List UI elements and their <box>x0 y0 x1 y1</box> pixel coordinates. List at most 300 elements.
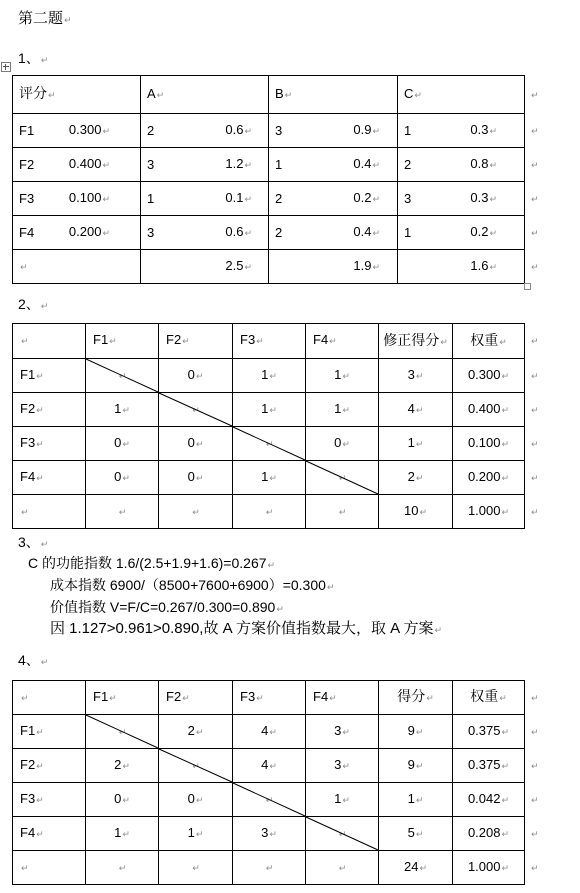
row-end-mark <box>525 495 545 529</box>
table-move-handle-icon[interactable] <box>1 62 11 72</box>
total-cell <box>379 851 453 885</box>
cell-value: 0.200 ↵ <box>468 469 509 484</box>
cell-value: 2 ↵ <box>114 757 130 772</box>
header-label: 权重 ↵ <box>470 332 507 348</box>
paragraph-mark <box>530 757 539 772</box>
totals-row <box>13 851 545 885</box>
cell-value: 1 ↵ <box>408 435 424 450</box>
header-cell <box>159 681 233 715</box>
cell-value: F3 ↵ <box>20 791 44 806</box>
paragraph-mark <box>530 258 539 273</box>
paragraph-mark <box>530 689 539 704</box>
header-row <box>13 324 545 359</box>
header-cell <box>453 324 525 359</box>
cell-content <box>141 258 268 276</box>
value-index-line <box>50 598 284 619</box>
weighted-score: 0.3 ↵ <box>470 190 497 208</box>
section-number-3 <box>18 533 48 554</box>
score-cell-c <box>398 148 525 182</box>
paragraph-mark <box>265 791 274 806</box>
factor-cell <box>13 182 141 216</box>
cell-value: 0 ↵ <box>114 435 130 450</box>
factor-cell <box>13 216 141 250</box>
header-cell <box>306 681 379 715</box>
header-label: F2 ↵ <box>166 689 190 704</box>
paragraph-mark <box>530 723 539 738</box>
cell-content <box>13 122 140 140</box>
cell-content <box>141 224 268 242</box>
cell-content <box>398 258 524 276</box>
cell-content <box>13 190 140 208</box>
section-number-2-text: 2、 ↵ <box>18 296 48 312</box>
score-value: 1 <box>275 156 283 172</box>
diagonal-cell <box>159 749 233 783</box>
header-label: F2 ↵ <box>166 332 190 347</box>
table-row <box>13 461 545 495</box>
comparison-cell <box>233 461 306 495</box>
header-cell <box>86 324 159 359</box>
row-end-mark <box>525 359 545 393</box>
comparison-cell <box>86 393 159 427</box>
total-value: 10 ↵ <box>404 503 427 518</box>
header-cell <box>13 76 141 114</box>
row-end-mark <box>525 216 545 250</box>
comparison-cell <box>86 817 159 851</box>
header-label: F1 ↵ <box>93 689 117 704</box>
weight-cell <box>453 461 525 495</box>
comparison-cell <box>159 817 233 851</box>
total-cell <box>453 851 525 885</box>
cell-content <box>269 224 397 242</box>
score-cell-a <box>141 216 269 250</box>
paragraph-mark <box>191 503 200 518</box>
comparison-cell <box>86 783 159 817</box>
paragraph-mark <box>118 723 127 738</box>
cell-content <box>269 156 397 174</box>
diagonal-cell <box>159 393 233 427</box>
score-cell <box>379 427 453 461</box>
cell-value: 1 ↵ <box>408 791 424 806</box>
header-label: 修正得分 ↵ <box>383 332 448 348</box>
factor-cell <box>13 114 141 148</box>
header-cell <box>233 324 306 359</box>
factor-label: F4 <box>19 224 35 240</box>
score-cell-a <box>141 182 269 216</box>
paragraph-mark <box>530 156 539 171</box>
cell-value: 0.100 ↵ <box>468 435 509 450</box>
cell-value: 0.208 ↵ <box>468 825 509 840</box>
factor-weight: 0.300 ↵ <box>69 122 110 140</box>
table-resize-handle-icon[interactable] <box>524 283 531 290</box>
table-row <box>13 817 545 851</box>
diagonal-cell <box>86 359 159 393</box>
total-value: 1.9 ↵ <box>353 258 380 276</box>
header-label: F4 ↵ <box>313 689 337 704</box>
header-cell <box>398 76 525 114</box>
cell-value: 0.375 ↵ <box>468 757 509 772</box>
cell-value: 0 ↵ <box>188 791 204 806</box>
weight-cell <box>453 427 525 461</box>
conclusion-line <box>50 620 442 640</box>
row-end-mark <box>525 681 545 715</box>
cell-value: 3 ↵ <box>408 367 424 382</box>
score-value: 2 <box>404 156 412 172</box>
cell-content <box>398 156 524 174</box>
section-number-4 <box>18 651 48 672</box>
total-cell <box>453 495 525 529</box>
section-number-1 <box>18 49 48 70</box>
cell-value: 1 ↵ <box>334 367 350 382</box>
cell-value: 1 ↵ <box>114 401 130 416</box>
comparison-cell <box>159 783 233 817</box>
header-cell <box>141 76 269 114</box>
evaluation-score-table <box>12 75 545 284</box>
score-cell <box>379 783 453 817</box>
table-row <box>13 749 545 783</box>
cell-value: 1 ↵ <box>261 367 277 382</box>
paragraph-mark <box>338 859 347 874</box>
totals-label-cell <box>13 495 86 529</box>
paragraph-mark <box>530 190 539 205</box>
table-row <box>13 114 545 148</box>
factor-weight: 0.200 ↵ <box>69 224 110 242</box>
total-cell <box>233 495 306 529</box>
paragraph-mark <box>530 224 539 239</box>
total-cell <box>398 250 525 284</box>
total-value: 1.000 ↵ <box>468 859 509 874</box>
row-end-mark <box>525 148 545 182</box>
weighted-score: 0.3 ↵ <box>470 122 497 140</box>
weighted-score: 1.2 ↵ <box>225 156 252 174</box>
table-row <box>13 182 545 216</box>
cell-value: 4 ↵ <box>261 723 277 738</box>
score-value: 1 <box>404 224 412 240</box>
factor-cell <box>13 359 86 393</box>
weighted-score: 0.4 ↵ <box>353 156 380 174</box>
score-cell-b <box>269 182 398 216</box>
cell-value: F4 ↵ <box>20 469 44 484</box>
total-cell <box>86 851 159 885</box>
cell-content <box>398 224 524 242</box>
paragraph-mark <box>530 122 539 137</box>
paragraph-mark <box>530 367 539 382</box>
function-index-line <box>28 554 275 575</box>
factor-label: F3 <box>19 190 35 206</box>
cell-value: 9 ↵ <box>408 757 424 772</box>
comparison-cell <box>233 817 306 851</box>
score-cell <box>379 461 453 495</box>
cell-value: 1 ↵ <box>334 401 350 416</box>
total-cell <box>159 851 233 885</box>
score-cell <box>379 749 453 783</box>
weighted-score: 0.9 ↵ <box>353 122 380 140</box>
row-end-mark <box>525 427 545 461</box>
weighted-score: 0.4 ↵ <box>353 224 380 242</box>
paragraph-mark <box>118 367 127 382</box>
weight-cell <box>453 393 525 427</box>
weighted-score: 0.6 ↵ <box>225 122 252 140</box>
score-cell-c <box>398 216 525 250</box>
paragraph-mark <box>530 469 539 484</box>
table-body <box>13 681 545 885</box>
table-row <box>13 359 545 393</box>
comparison-cell <box>306 715 379 749</box>
header-cell <box>379 324 453 359</box>
cell-value: 1 ↵ <box>261 469 277 484</box>
cell-value: F3 ↵ <box>20 435 44 450</box>
score-cell-c <box>398 182 525 216</box>
cell-value: 0 ↵ <box>188 469 204 484</box>
paragraph-mark <box>530 401 539 416</box>
row-end-mark <box>525 76 545 114</box>
cell-value: 3 ↵ <box>261 825 277 840</box>
cell-value: 1 ↵ <box>261 401 277 416</box>
function-index-text: C 的功能指数 1.6/(2.5+1.9+1.6)=0.267 ↵ <box>28 555 275 571</box>
factor-cell <box>13 393 86 427</box>
row-end-mark <box>525 114 545 148</box>
cell-content <box>398 190 524 208</box>
cell-value: 0 ↵ <box>188 367 204 382</box>
cell-content <box>141 190 268 208</box>
header-cell <box>269 76 398 114</box>
score-cell <box>379 393 453 427</box>
score-value: 3 <box>275 122 283 138</box>
paragraph-mark <box>530 332 539 347</box>
cell-value: 9 ↵ <box>408 723 424 738</box>
total-cell <box>269 250 398 284</box>
score-cell-c <box>398 114 525 148</box>
paragraph-mark <box>530 859 539 874</box>
paragraph-mark <box>118 503 127 518</box>
weight-cell <box>453 359 525 393</box>
weighting-score-table <box>12 680 545 885</box>
header-cell <box>306 324 379 359</box>
comparison-cell <box>86 749 159 783</box>
cell-value: 4 ↵ <box>408 401 424 416</box>
paragraph-mark <box>338 503 347 518</box>
comparison-cell <box>306 427 379 461</box>
cell-value: 0.042 ↵ <box>468 791 509 806</box>
table-body <box>13 324 545 529</box>
row-end-mark <box>525 817 545 851</box>
score-value: 3 <box>404 190 412 206</box>
paragraph-mark <box>20 859 29 874</box>
comparison-cell <box>306 783 379 817</box>
weight-cell <box>453 817 525 851</box>
cell-content <box>141 122 268 140</box>
weight-cell <box>453 749 525 783</box>
header-label: A ↵ <box>147 86 164 104</box>
header-cell <box>233 681 306 715</box>
cell-value: 3 ↵ <box>334 723 350 738</box>
comparison-cell <box>306 749 379 783</box>
cell-content <box>269 86 397 104</box>
cell-value: 3 ↵ <box>334 757 350 772</box>
cell-value: F1 ↵ <box>20 367 44 382</box>
cost-index-text: 成本指数 6900/（8500+7600+6900）=0.300 ↵ <box>50 577 334 593</box>
cell-value: 2 ↵ <box>408 469 424 484</box>
total-cell <box>306 495 379 529</box>
comparison-cell <box>233 393 306 427</box>
header-cell <box>13 324 86 359</box>
score-cell <box>379 359 453 393</box>
paragraph-mark <box>19 258 28 276</box>
paragraph-mark <box>20 503 29 518</box>
score-cell-a <box>141 148 269 182</box>
header-cell <box>13 681 86 715</box>
row-end-mark <box>525 393 545 427</box>
comparison-cell <box>306 393 379 427</box>
header-label: B ↵ <box>275 86 292 104</box>
factor-weight: 0.100 ↵ <box>69 190 110 208</box>
header-cell <box>86 681 159 715</box>
score-value: 2 <box>275 224 283 240</box>
factor-cell <box>13 817 86 851</box>
factor-cell <box>13 148 141 182</box>
cell-content <box>141 156 268 174</box>
cell-content <box>13 224 140 242</box>
cell-value: 0 ↵ <box>188 435 204 450</box>
score-cell-b <box>269 114 398 148</box>
cell-content <box>13 85 140 104</box>
pairwise-comparison-table <box>12 323 545 529</box>
paragraph-mark <box>265 859 274 874</box>
total-value: 1.000 ↵ <box>468 503 509 518</box>
row-end-mark <box>525 250 545 284</box>
factor-label: F2 <box>19 156 35 172</box>
header-cell <box>159 324 233 359</box>
table-row <box>13 783 545 817</box>
diagonal-cell <box>306 461 379 495</box>
totals-row <box>13 495 545 529</box>
diagonal-cell <box>86 715 159 749</box>
score-cell-b <box>269 148 398 182</box>
total-value: 1.6 ↵ <box>470 258 497 276</box>
cell-value: 1 ↵ <box>334 791 350 806</box>
cell-content <box>269 122 397 140</box>
row-end-mark <box>525 182 545 216</box>
diagonal-cell <box>233 783 306 817</box>
factor-cell <box>13 783 86 817</box>
paragraph-mark <box>265 503 274 518</box>
header-row <box>13 76 545 114</box>
cell-value: F2 ↵ <box>20 401 44 416</box>
score-cell-a <box>141 114 269 148</box>
diagonal-cell <box>233 427 306 461</box>
score-value: 2 <box>147 122 155 138</box>
paragraph-mark <box>338 825 347 840</box>
total-cell <box>159 495 233 529</box>
weighted-score: 0.2 ↵ <box>353 190 380 208</box>
paragraph-mark <box>20 689 29 704</box>
header-cell <box>379 681 453 715</box>
diagonal-cell <box>306 817 379 851</box>
header-label: 评分 ↵ <box>19 85 56 104</box>
comparison-cell <box>233 715 306 749</box>
table-row <box>13 148 545 182</box>
row-end-mark <box>525 324 545 359</box>
weight-cell <box>453 715 525 749</box>
total-cell <box>233 851 306 885</box>
paragraph-mark <box>530 435 539 450</box>
factor-cell <box>13 749 86 783</box>
header-cell <box>453 681 525 715</box>
cell-value: 0 ↵ <box>334 435 350 450</box>
cell-content <box>398 122 524 140</box>
comparison-cell <box>86 427 159 461</box>
cell-value: 0.300 ↵ <box>468 367 509 382</box>
score-cell-b <box>269 216 398 250</box>
score-value: 3 <box>147 156 155 172</box>
comparison-cell <box>306 359 379 393</box>
paragraph-mark <box>191 859 200 874</box>
total-cell <box>141 250 269 284</box>
table-row <box>13 216 545 250</box>
weighted-score: 0.8 ↵ <box>470 156 497 174</box>
paragraph-mark <box>338 469 347 484</box>
comparison-cell <box>159 427 233 461</box>
comparison-cell <box>86 461 159 495</box>
factor-cell <box>13 427 86 461</box>
cell-value: 5 ↵ <box>408 825 424 840</box>
paragraph-mark <box>530 503 539 518</box>
comparison-cell <box>233 359 306 393</box>
table-row <box>13 393 545 427</box>
total-cell <box>306 851 379 885</box>
cell-value: 0.375 ↵ <box>468 723 509 738</box>
cell-value: 0 ↵ <box>114 469 130 484</box>
header-label: F1 ↵ <box>93 332 117 347</box>
header-label: 权重 ↵ <box>470 688 507 704</box>
cell-content <box>398 86 524 104</box>
cell-content <box>269 190 397 208</box>
section-number-4-text: 4、 ↵ <box>18 652 48 668</box>
cell-value: 4 ↵ <box>261 757 277 772</box>
paragraph-mark <box>530 86 539 101</box>
totals-row <box>13 250 545 284</box>
total-value: 24 ↵ <box>404 859 427 874</box>
cost-index-line <box>50 576 334 597</box>
weight-cell <box>453 783 525 817</box>
header-label: C ↵ <box>404 86 422 104</box>
comparison-cell <box>159 461 233 495</box>
section-number-1-text: 1、 ↵ <box>18 50 48 66</box>
score-value: 1 <box>147 190 155 206</box>
cell-value: 2 ↵ <box>188 723 204 738</box>
value-index-text: 价值指数 V=F/C=0.267/0.300=0.890 ↵ <box>50 599 284 615</box>
header-row <box>13 681 545 715</box>
score-value: 3 <box>147 224 155 240</box>
comparison-cell <box>159 715 233 749</box>
section-number-3-text: 3、 ↵ <box>18 534 48 550</box>
factor-cell <box>13 461 86 495</box>
paragraph-mark <box>265 435 274 450</box>
row-end-mark <box>525 715 545 749</box>
section-number-2 <box>18 295 48 316</box>
factor-label: F1 <box>19 122 35 138</box>
row-end-mark <box>525 749 545 783</box>
header-label: F3 ↵ <box>240 332 264 347</box>
score-cell <box>379 817 453 851</box>
conclusion-text: 因 1.127>0.961>0.890,故 A 方案价值指数最大，取 A 方案 ↵ <box>50 620 442 637</box>
row-end-mark <box>525 851 545 885</box>
total-cell <box>379 495 453 529</box>
document-title-text: 第二题 ↵ <box>18 10 72 27</box>
row-end-mark <box>525 461 545 495</box>
cell-value: 0 ↵ <box>114 791 130 806</box>
cell-value: 1 ↵ <box>188 825 204 840</box>
cell-content <box>13 156 140 174</box>
